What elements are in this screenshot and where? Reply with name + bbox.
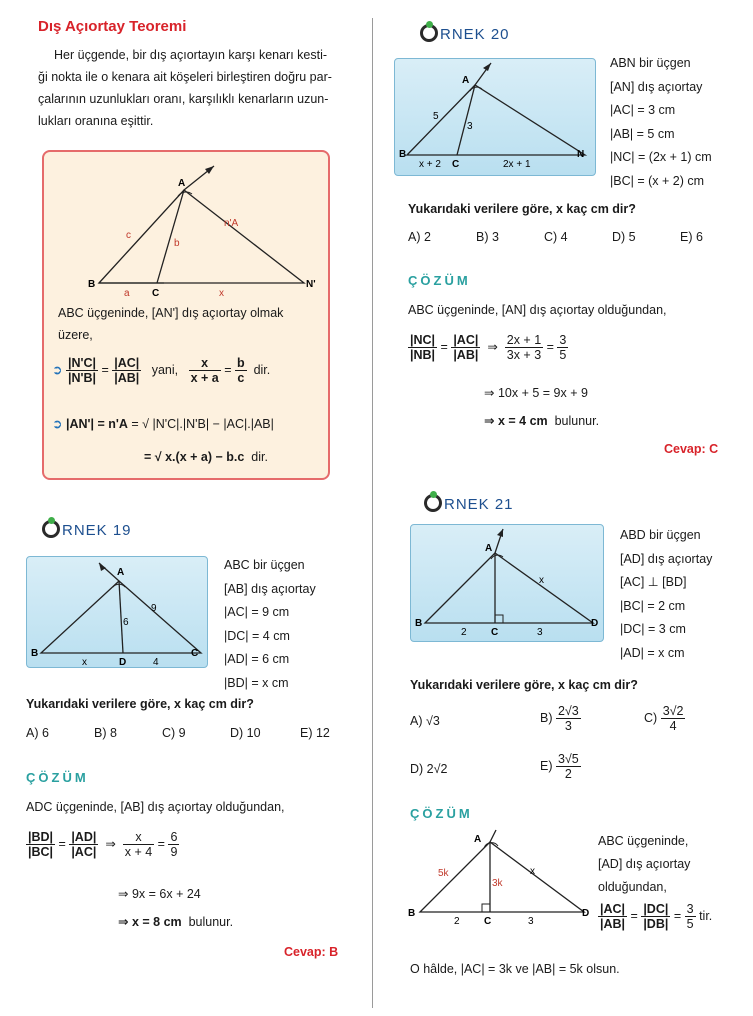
ornek-o-icon: [420, 24, 438, 42]
frac-num: |AD|: [71, 830, 97, 844]
result-value: ⇒ x = 8 cm: [118, 915, 182, 929]
frac-num: 2x + 1: [506, 333, 542, 347]
answer-label: Cevap: C: [664, 442, 719, 456]
example-20-figure: [394, 58, 596, 176]
frac-den: |AB|: [600, 917, 626, 931]
triangle-figure: [395, 59, 595, 175]
frac-num: |AC|: [114, 356, 140, 370]
option-letter: B): [540, 710, 553, 725]
option-a: A) 6: [26, 726, 49, 740]
solution-step: ⇒ 10x + 5 = 9x + 9: [484, 386, 588, 400]
label-A: A: [462, 75, 470, 86]
frac-den: 9: [170, 845, 178, 859]
label-5: 5: [433, 111, 439, 122]
label-D: D: [582, 908, 590, 919]
result-word: bulunur.: [188, 915, 234, 929]
frac-den: 4: [669, 719, 677, 733]
label-6: 6: [123, 617, 129, 628]
frac-den: x + 4: [124, 845, 153, 859]
label-C: C: [484, 916, 492, 927]
label-A: A: [178, 178, 186, 189]
example-19-figure: [26, 556, 208, 668]
section-title: Dış Açıortay Teoremi: [38, 18, 187, 35]
option-d: D) 10: [230, 726, 261, 740]
example-21-title: RNEK 21: [424, 494, 514, 513]
label-2xp1: 2x + 1: [503, 159, 531, 170]
box-text2: üzere,: [58, 328, 93, 342]
option-letter: E): [540, 758, 553, 773]
frac-den: |N'B|: [67, 371, 96, 385]
label-C: C: [191, 648, 199, 659]
frac-den: |NB|: [410, 348, 436, 362]
intro-paragraph: [38, 44, 358, 132]
label-2: 2: [461, 627, 467, 638]
label-B: B: [408, 908, 416, 919]
given-item: [AC] ⊥ [BD]: [620, 575, 687, 589]
given-item: [AD] dış açıortay: [620, 551, 713, 566]
example-19-title: RNEK 19: [42, 520, 132, 539]
option-d: D) 2√2: [410, 762, 448, 776]
solution-text: ADC üçgeninde, [AB] dış açıortay olduğundan,: [26, 800, 285, 814]
frac-num: 3: [686, 902, 694, 916]
result-value: ⇒ x = 4 cm: [484, 414, 548, 428]
triangle-figure: [27, 557, 207, 667]
solution-line: ABC üçgeninde,: [598, 834, 689, 848]
frac-num: |BD|: [28, 830, 54, 844]
triangle-figure: [404, 826, 596, 936]
frac-num: |DC|: [643, 902, 669, 916]
solution-ratio: $\frac{|AC|}{|AB|}$ = $\frac{|DC|}{|DB|}$ = $\frac{3}{5}$ tir.: [600, 902, 713, 931]
column-divider: [372, 18, 373, 1008]
label-x: x: [530, 866, 535, 877]
ratio-formula: ➲ $\frac{|N'C|}{|N'B|}$ = $\frac{|AC|}{|AB|}$ yani, $\frac{x}{x + a}$ = $\frac{b}{c}$ dir.: [52, 356, 271, 385]
dir-text: dir.: [253, 362, 271, 377]
given-item: |AC| = 3 cm: [610, 103, 676, 117]
label-b: b: [174, 238, 180, 249]
label-N: N: [577, 149, 585, 160]
label-D: D: [591, 618, 599, 629]
label-D: D: [119, 657, 127, 667]
frac-den: 3x + 3: [506, 348, 542, 362]
label-B: B: [399, 149, 407, 160]
solution-text: ABC üçgeninde, [AN] dış açıortay olduğundan,: [408, 303, 667, 317]
frac-num: 6: [170, 830, 178, 844]
frac-den: |AB|: [114, 371, 140, 385]
label-a: a: [124, 288, 130, 298]
given-item: ABC bir üçgen: [224, 558, 305, 572]
option-b: B) 8: [94, 726, 117, 740]
label-xp2: x + 2: [419, 159, 441, 170]
label-C: C: [152, 288, 160, 298]
given-item: [AB] dış açıortay: [224, 581, 316, 596]
option-a: A) √3: [410, 714, 440, 728]
yani-text: yani,: [151, 362, 179, 377]
option-e: E) 12: [300, 726, 330, 740]
frac-den: |AB|: [453, 348, 479, 362]
option-e: E) 6: [680, 230, 703, 244]
solution-step: ⇒ 9x = 6x + 24: [118, 887, 201, 901]
intro-line: çalarının uzunlukları oranı, karşılıklı kenarların uzun-: [38, 92, 329, 106]
example-21-givens: [620, 524, 712, 665]
option-letter: C): [644, 710, 658, 725]
frac-num: 2√3: [557, 704, 579, 718]
frac-den: c: [237, 371, 245, 385]
label-A: A: [117, 567, 125, 578]
frac-num: b: [236, 356, 245, 370]
theorem-box: [42, 150, 330, 480]
frac-num: 3√2: [662, 704, 684, 718]
example-20-givens: [610, 52, 712, 193]
example-19-givens: [224, 554, 316, 695]
label-x: x: [539, 575, 544, 586]
solution-result: [484, 413, 599, 428]
length-formula: ➲ |AN'| = n'A = √ |N'C|.|N'B| − |AC|.|AB|: [52, 417, 274, 431]
label-4: 4: [153, 657, 159, 667]
frac-num: |NC|: [410, 333, 436, 347]
given-item: |BC| = 2 cm: [620, 598, 686, 613]
option-c: C) 9: [162, 726, 186, 740]
frac-num: x: [123, 830, 154, 845]
frac-num: |AC|: [453, 333, 479, 347]
label-c: c: [126, 230, 131, 241]
solution-heading: ÇÖZÜM: [410, 806, 473, 821]
solution-heading: ÇÖZÜM: [26, 770, 89, 785]
label-x: x: [219, 288, 224, 298]
given-item: |AD| = 6 cm: [224, 652, 290, 666]
example-19-question: Yukarıdaki verilere göre, x kaç cm dir?: [26, 697, 254, 711]
frac-num: |N'C|: [67, 356, 96, 370]
example-21-figure: [410, 524, 604, 642]
label-2: 2: [454, 916, 460, 927]
label-3k: 3k: [492, 878, 503, 889]
given-item: |BC| = (x + 2) cm: [610, 173, 705, 188]
label-3: 3: [528, 916, 534, 927]
ornek-o-icon: [42, 520, 60, 538]
frac-den: x + a: [190, 371, 219, 385]
solution-text: [598, 830, 690, 899]
given-item: |BD| = x cm: [224, 675, 289, 690]
given-item: |AB| = 5 cm: [610, 126, 675, 141]
label-N: N': [306, 279, 316, 290]
solution-ratio: $\frac{|NC|}{|NB|}$ = $\frac{|AC|}{|AB|}$ ⇒ $\frac{2x + 1}{3x + 3}$ = $\frac{3}{5}$: [410, 333, 567, 362]
final-statement: O hâlde, |AC| = 3k ve |AB| = 5k olsun.: [410, 962, 620, 976]
frac-den: |BC|: [28, 845, 54, 859]
frac-num: 3: [559, 333, 567, 347]
tir-text: tir.: [699, 908, 713, 923]
label-3: 3: [537, 627, 543, 638]
frac-den: 5: [559, 348, 567, 362]
triangle-figure: [411, 525, 603, 641]
label-A: A: [474, 834, 482, 845]
label-C: C: [452, 159, 460, 170]
given-item: |NC| = (2x + 1) cm: [610, 150, 712, 164]
frac-num: |AC|: [600, 902, 626, 916]
label-5k: 5k: [438, 868, 449, 879]
frac-den: 3: [564, 719, 572, 733]
given-item: [AN] dış açıortay: [610, 79, 703, 94]
label-B: B: [88, 279, 96, 290]
label-nA: n'A: [224, 218, 239, 229]
label-C: C: [491, 627, 499, 638]
dir-text: dir.: [251, 450, 268, 464]
intro-line: ği nokta ile o kenara ait köşeleri birleştiren doğru par-: [38, 70, 332, 84]
example-20-title: RNEK 20: [420, 24, 510, 43]
theorem-figure: [54, 158, 320, 298]
given-item: |AC| = 9 cm: [224, 605, 290, 619]
label-B: B: [415, 618, 423, 629]
length-formula-2: [144, 450, 268, 464]
frac-den: |DB|: [643, 917, 669, 931]
given-item: ABN bir üçgen: [610, 56, 691, 70]
label-B: B: [31, 648, 39, 659]
label-x: x: [82, 657, 87, 667]
result-word: bulunur.: [554, 414, 600, 428]
frac-num: 3√5: [557, 752, 579, 766]
solution-figure: [404, 826, 596, 936]
label-3: 3: [467, 121, 473, 132]
ornek-o-icon: [424, 494, 442, 512]
given-item: ABD bir üçgen: [620, 528, 701, 542]
solution-ratio: $\frac{|BD|}{|BC|}$ = $\frac{|AD|}{|AC|}$ ⇒ $\frac{x}{x + 4}$ = $\frac{6}{9}$: [28, 830, 178, 859]
option-b: [540, 704, 581, 733]
example-21-question: Yukarıdaki verilere göre, x kaç cm dir?: [410, 678, 638, 692]
given-item: |AD| = x cm: [620, 645, 685, 660]
frac-num: x: [189, 356, 221, 371]
answer-label: Cevap: B: [284, 945, 339, 959]
formula-left: |AN'| = n'A: [65, 417, 128, 431]
solution-line: [AD] dış açıortay: [598, 857, 691, 871]
solution-result: [118, 914, 233, 929]
formula-right: = √ |N'C|.|N'B| − |AC|.|AB|: [131, 417, 274, 431]
solution-heading: ÇÖZÜM: [408, 273, 471, 288]
intro-line: lukları oranına eşittir.: [38, 114, 154, 128]
frac-den: 5: [686, 917, 694, 931]
example-20-question: Yukarıdaki verilere göre, x kaç cm dir?: [408, 202, 636, 216]
label-9: 9: [151, 603, 157, 614]
given-item: |DC| = 3 cm: [620, 622, 686, 636]
option-c: C) 4: [544, 230, 568, 244]
option-e: [540, 752, 581, 781]
box-text1: ABC üçgeninde, [AN'] dış açıortay olmak: [58, 306, 284, 320]
solution-line: olduğundan,: [598, 880, 667, 894]
option-b: B) 3: [476, 230, 499, 244]
intro-line: Her üçgende, bir dış açıortayın karşı kenarı kesti-: [54, 48, 328, 62]
option-d: D) 5: [612, 230, 636, 244]
frac-den: |AC|: [71, 845, 97, 859]
given-item: |DC| = 4 cm: [224, 628, 290, 643]
frac-den: 2: [564, 767, 572, 781]
option-c: [644, 704, 685, 733]
label-A: A: [485, 543, 493, 554]
option-a: A) 2: [408, 230, 431, 244]
formula-2: = √ x.(x + a) − b.c: [144, 450, 245, 464]
